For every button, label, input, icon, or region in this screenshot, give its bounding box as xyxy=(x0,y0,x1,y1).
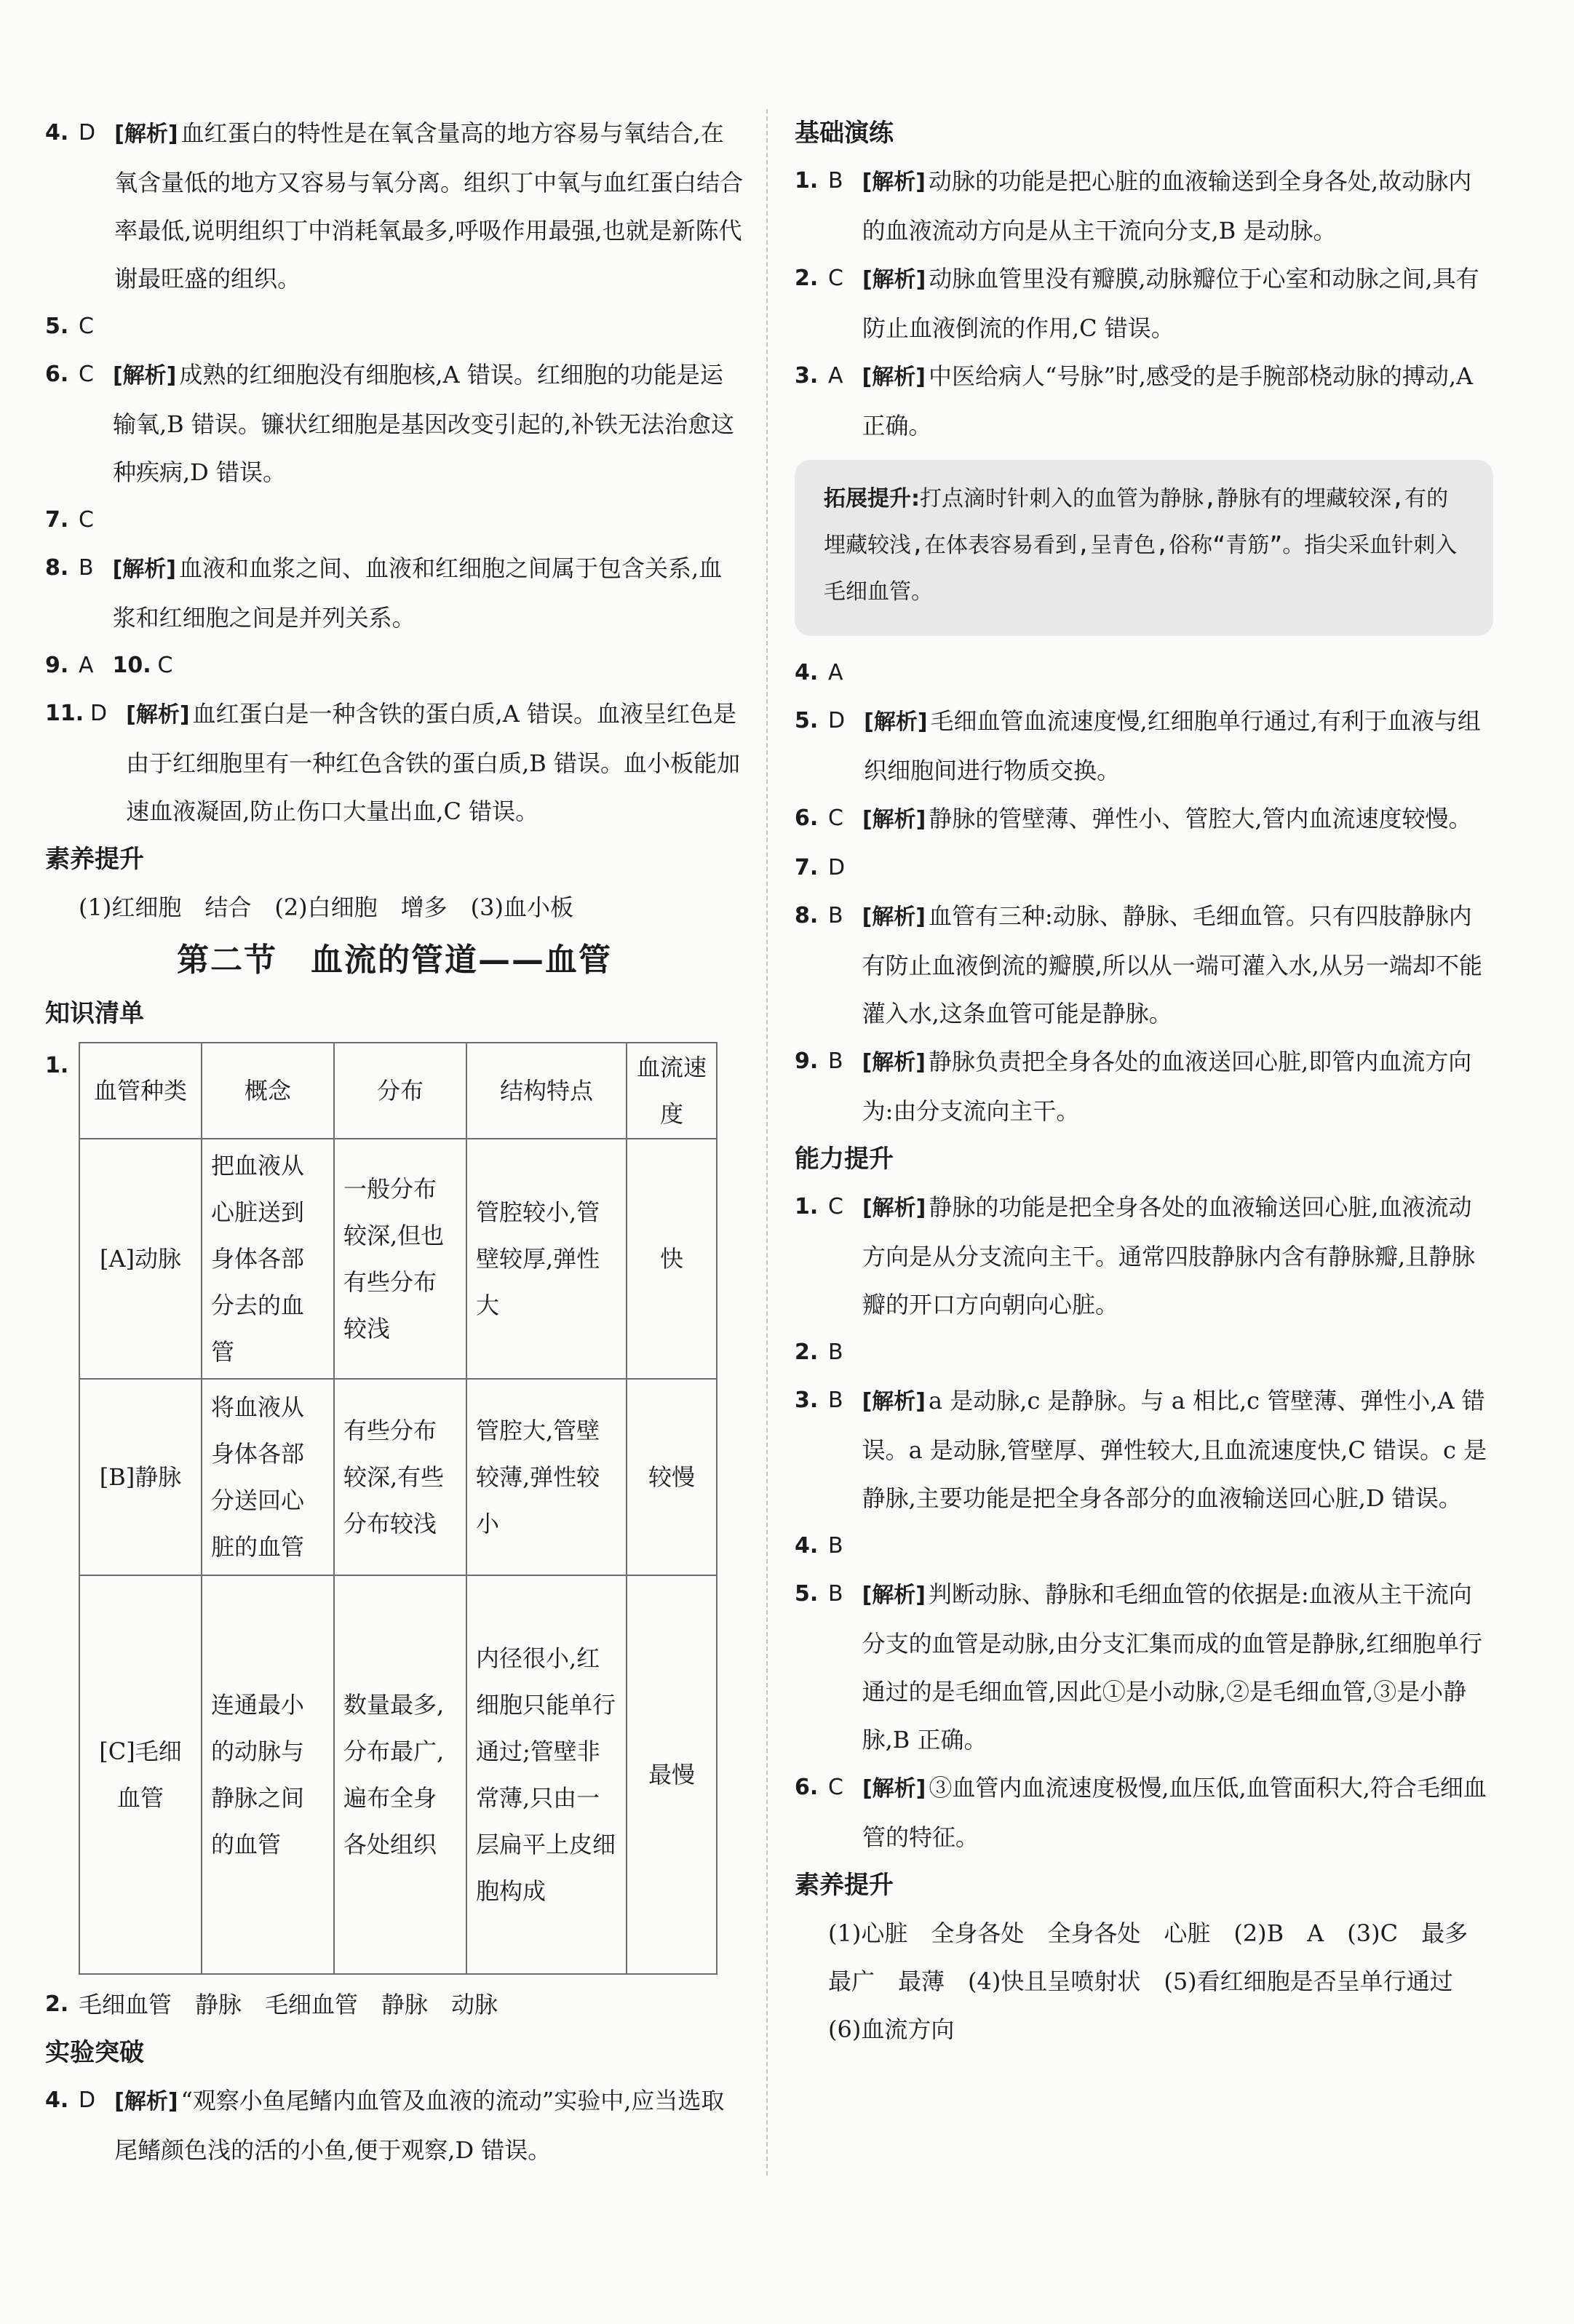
table-cell: 数量最多,分布最广,遍布全身各处组织 xyxy=(334,1575,466,1974)
literacy-answers: (1)红细胞 结合 (2)白细胞 增多 (3)血小板 xyxy=(79,894,573,921)
table-cell: 连通最小的动脉与静脉之间的血管 xyxy=(202,1575,334,1974)
answer-letter: B xyxy=(828,1340,843,1365)
table-row xyxy=(79,1379,717,1575)
table-cell: 内径很小,红细胞只能单行通过;管壁非常薄,只由一层扁平上皮细胞构成 xyxy=(466,1575,627,1974)
explanation xyxy=(862,795,1493,844)
table-header: 结构特点 xyxy=(466,1043,627,1139)
answer-letter: C xyxy=(79,362,94,387)
explanation-text: “观察小鱼尾鳍内血管及血液的流动”实验中,应当选取尾鳍颜色浅的活的小鱼,便于观察,D 错误。 xyxy=(114,2087,725,2164)
question-number: 6. xyxy=(45,362,69,387)
explanation xyxy=(864,697,1493,795)
section-heading: 基础演练 xyxy=(795,119,894,148)
answer-letter: D xyxy=(828,708,846,733)
explanation-text: 动脉的功能是把心脏的血液输送到全身各处,故动脉内的血液流动方向是从主干流向分支,B 是动脉。 xyxy=(862,167,1472,244)
explanation xyxy=(862,892,1493,1038)
question-number: 7. xyxy=(45,507,69,533)
answer-letter: B xyxy=(828,903,843,928)
section-heading: 素养提升 xyxy=(795,1871,894,1900)
answer-letter: D xyxy=(79,2088,96,2113)
explanation-text: 动脉血管里没有瓣膜,动脉瓣位于心室和动脉之间,具有防止血液倒流的作用,C 错误。 xyxy=(862,265,1479,342)
question-number: 4. xyxy=(795,660,819,685)
analysis-tag: [解析] xyxy=(862,807,926,832)
analysis-tag: [解析] xyxy=(126,702,190,728)
question-number: 2. xyxy=(795,266,819,291)
analysis-tag: [解析] xyxy=(862,1776,926,1802)
answer-item xyxy=(795,1038,1493,1135)
question-number: 4. xyxy=(45,120,69,146)
answer-letter: C xyxy=(157,653,173,678)
answer-item xyxy=(45,109,744,303)
table-cell: 有些分布较深,有些分布较浅 xyxy=(334,1379,466,1575)
explanation xyxy=(862,255,1493,352)
answer-item xyxy=(45,690,744,835)
answer-item xyxy=(45,544,744,642)
answer-item xyxy=(795,795,1493,844)
extension-label: 拓展提升: xyxy=(824,486,920,512)
table-header-row xyxy=(79,1043,717,1139)
explanation-text: 血红蛋白的特性是在氧含量高的地方容易与氧结合,在氧含量低的地方又容易与氧分离。组织丁中氧与血红蛋白结合率最低,说明组织丁中消耗氧最多,呼吸作用最强,也就是新陈代谢最旺盛的组织。 xyxy=(114,119,744,293)
explanation xyxy=(862,1183,1493,1329)
explanation xyxy=(862,1377,1493,1522)
answer-letter: D xyxy=(90,701,108,726)
explanation-text: 静脉负责把全身各处的血液送回心脏,即管内血流方向为:由分支流向主干。 xyxy=(862,1048,1472,1125)
question-number: 3. xyxy=(795,363,819,389)
answer-item xyxy=(45,642,744,690)
answer-item xyxy=(45,1981,744,2029)
extension-box xyxy=(795,460,1493,636)
answer-item xyxy=(795,649,1493,697)
explanation-text: ③血管内血流速度极慢,血压低,血管面积大,符合毛细血管的特征。 xyxy=(862,1774,1487,1851)
table-row xyxy=(79,1139,717,1379)
chapter-title: 第二节 血流的管道——血管 xyxy=(177,942,612,979)
analysis-tag: [解析] xyxy=(862,1195,926,1221)
answer-item xyxy=(795,352,1493,450)
analysis-tag: [解析] xyxy=(862,170,926,195)
vessel-table xyxy=(79,1042,718,1975)
answer-letter: B xyxy=(828,1581,843,1607)
table-cell: [B]静脉 xyxy=(79,1379,202,1575)
analysis-tag: [解析] xyxy=(114,122,178,147)
analysis-tag: [解析] xyxy=(862,1583,926,1608)
answer-letter: B xyxy=(828,1048,843,1074)
question-number: 3. xyxy=(795,1388,819,1413)
table-header: 血管种类 xyxy=(79,1043,202,1139)
analysis-tag: [解析] xyxy=(112,363,177,389)
question-number: 4. xyxy=(45,2088,69,2113)
analysis-tag: [解析] xyxy=(862,365,926,390)
question-number: 5. xyxy=(795,708,819,733)
table-header: 血流速度 xyxy=(627,1043,717,1139)
section-heading: 知识清单 xyxy=(45,999,144,1028)
table-header: 概念 xyxy=(202,1043,334,1139)
explanation-text: 中医给病人“号脉”时,感受的是手腕部桡动脉的搏动,A 正确。 xyxy=(862,362,1474,439)
answer-letter: C xyxy=(828,805,843,831)
analysis-tag: [解析] xyxy=(114,2089,178,2114)
explanation xyxy=(114,109,744,303)
explanation-text: 成熟的红细胞没有细胞核,A 错误。红细胞的功能是运输氧,B 错误。镰状红细胞是基因改变引起的,补铁无法治愈这种疾病,D 错误。 xyxy=(112,361,734,486)
question-number: 9. xyxy=(45,653,69,678)
answer-item xyxy=(795,697,1493,795)
explanation xyxy=(113,351,744,496)
answer-item xyxy=(795,844,1493,892)
question-number: 6. xyxy=(795,1775,819,1800)
explanation xyxy=(862,157,1493,255)
right-column xyxy=(795,109,1493,2053)
explanation xyxy=(862,1764,1493,1861)
explanation xyxy=(113,544,744,642)
literacy-answers: (1)心脏 全身各处 全身各处 心脏 (2)B A (3)C 最多 最广 最薄 (4)快且呈喷射状 (5)看红细胞是否呈单行通过 (6)血流方向 xyxy=(828,1919,1492,2043)
answer-letter: D xyxy=(79,120,96,146)
section-heading: 能力提升 xyxy=(795,1145,894,1174)
explanation xyxy=(862,1038,1493,1135)
analysis-tag: [解析] xyxy=(864,709,928,735)
analysis-tag: [解析] xyxy=(112,557,177,582)
analysis-tag: [解析] xyxy=(862,904,926,930)
question-number: 7. xyxy=(795,855,819,880)
table-cell: 较慢 xyxy=(627,1379,717,1575)
question-number: 8. xyxy=(795,903,819,928)
section-heading: 素养提升 xyxy=(45,845,144,874)
question-number: 5. xyxy=(795,1581,819,1607)
explanation-text: a 是动脉,c 是静脉。与 a 相比,c 管壁薄、弹性小,A 错误。a 是动脉,管壁厚、弹性较大,且血流速度快,C 错误。c 是静脉,主要功能是把全身各部分的血液输送回心脏,D 错误。 xyxy=(862,1387,1487,1512)
section-heading: 实验突破 xyxy=(45,2038,144,2067)
table-cell: 一般分布较深,但也有些分布较浅 xyxy=(334,1139,466,1379)
answer-letter: B xyxy=(828,1533,843,1559)
question-number: 2. xyxy=(795,1340,819,1365)
explanation xyxy=(126,690,744,835)
question-number: 2. xyxy=(45,1991,69,2017)
analysis-tag: [解析] xyxy=(862,267,926,293)
explanation-text: 血液和血浆之间、血液和红细胞之间属于包含关系,血浆和红细胞之间是并列关系。 xyxy=(112,554,723,632)
explanation-text: 血管有三种:动脉、静脉、毛细血管。只有四肢静脉内有防止血液倒流的瓣膜,所以从一端可灌入水,从另一端却不能灌入水,这条血管可能是静脉。 xyxy=(862,902,1482,1027)
explanation-text: 静脉的管壁薄、弹性小、管腔大,管内血流速度较慢。 xyxy=(929,805,1472,832)
answer-letter: A xyxy=(828,363,843,389)
answer-item xyxy=(45,496,744,544)
question-number: 4. xyxy=(795,1533,819,1559)
answer-item xyxy=(795,1183,1493,1329)
column-divider xyxy=(766,109,768,2176)
table-header: 分布 xyxy=(334,1043,466,1139)
table-cell: 把血液从心脏送到身体各部分去的血管 xyxy=(202,1139,334,1379)
answer-letter: A xyxy=(828,660,843,685)
answer-item xyxy=(795,157,1493,255)
question-number: 11. xyxy=(45,701,84,726)
answer-item xyxy=(795,255,1493,352)
question-number: 1. xyxy=(795,168,819,194)
question-number: 5. xyxy=(45,314,69,339)
answer-item xyxy=(795,1522,1493,1570)
answer-item xyxy=(45,351,744,496)
explanation-text: 静脉的功能是把全身各处的血液输送回心脏,血液流动方向是从分支流向主干。通常四肢静脉内含有静脉瓣,且静脉瓣的开口方向朝向心脏。 xyxy=(862,1193,1476,1318)
explanation-text: 血红蛋白是一种含铁的蛋白质,A 错误。血液呈红色是由于红细胞里有一种红色含铁的蛋白质,B 错误。血小板能加速血液凝固,防止伤口大量出血,C 错误。 xyxy=(126,700,740,825)
table-cell: [A]动脉 xyxy=(79,1139,202,1379)
fill-answers: 毛细血管 静脉 毛细血管 静脉 动脉 xyxy=(79,1991,498,2018)
answer-item xyxy=(45,2077,744,2174)
question-number: 8. xyxy=(45,555,69,581)
question-number: 1. xyxy=(45,1053,69,1078)
table-item xyxy=(45,1042,744,1975)
explanation xyxy=(114,2077,744,2174)
analysis-tag: [解析] xyxy=(862,1050,926,1075)
left-column xyxy=(45,109,744,2174)
table-cell: 将血液从身体各部分送回心脏的血管 xyxy=(202,1379,334,1575)
answer-item xyxy=(45,303,744,351)
answer-item xyxy=(795,892,1493,1038)
table-cell: 最慢 xyxy=(627,1575,717,1974)
explanation-text: 判断动脉、静脉和毛细血管的依据是:血液从主干流向分支的血管是动脉,由分支汇集而成的血管是静脉,红细胞单行通过的是毛细血管,因此①是小动脉,②是毛细血管,③是小静脉,B 正确。 xyxy=(862,1580,1482,1754)
answer-letter: C xyxy=(828,1775,843,1800)
question-number: 10. xyxy=(112,653,151,678)
explanation xyxy=(862,352,1493,450)
answer-letter: B xyxy=(828,1388,843,1413)
answer-item xyxy=(795,1377,1493,1522)
table-cell: [C]毛细血管 xyxy=(79,1575,202,1974)
answer-item xyxy=(795,1764,1493,1861)
extension-text: 打点滴时针刺入的血管为静脉,静脉有的埋藏较深,有的埋藏较浅,在体表容易看到,呈青色,俗称“青筋”。指尖采血针刺入毛细血管。 xyxy=(824,486,1458,605)
answer-letter: B xyxy=(79,555,94,581)
question-number: 6. xyxy=(795,805,819,831)
answer-letter: D xyxy=(828,855,846,880)
table-cell: 管腔较小,管壁较厚,弹性大 xyxy=(466,1139,627,1379)
answer-letter: A xyxy=(79,653,94,678)
answer-letter: B xyxy=(828,168,843,194)
answer-letter: C xyxy=(79,314,94,339)
table-cell: 快 xyxy=(627,1139,717,1379)
answer-item xyxy=(795,1329,1493,1377)
analysis-tag: [解析] xyxy=(862,1389,926,1414)
answer-item xyxy=(795,1570,1493,1764)
answer-letter: C xyxy=(828,266,843,291)
table-row xyxy=(79,1575,717,1974)
table-cell: 管腔大,管壁较薄,弹性较小 xyxy=(466,1379,627,1575)
answer-letter: C xyxy=(828,1194,843,1219)
explanation-text: 毛细血管血流速度慢,红细胞单行通过,有利于血液与组织细胞间进行物质交换。 xyxy=(864,707,1481,784)
explanation xyxy=(862,1570,1493,1764)
answer-letter: C xyxy=(79,507,94,533)
question-number: 9. xyxy=(795,1048,819,1074)
question-number: 1. xyxy=(795,1194,819,1219)
